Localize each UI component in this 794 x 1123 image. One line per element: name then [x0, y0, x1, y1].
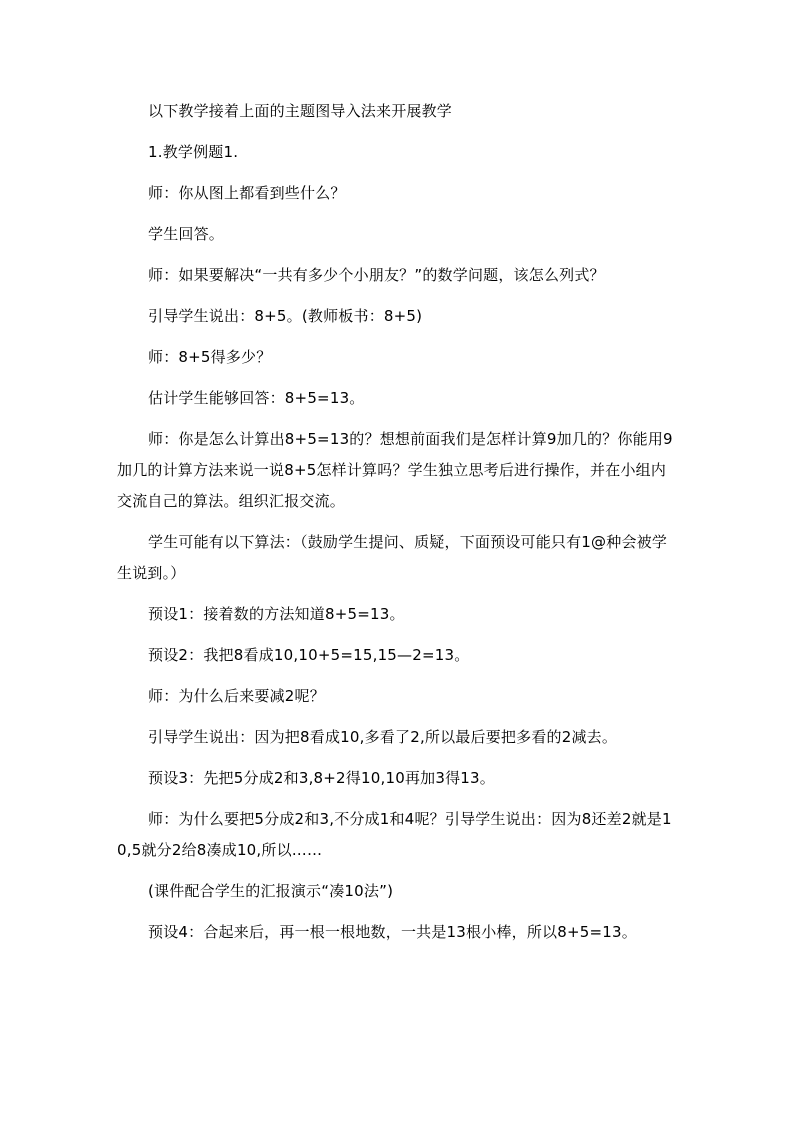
paragraph-preset-1: 预设1：接着数的方法知道8+5=13。	[148, 605, 405, 623]
paragraph-preset-4: 预设4：合起来后，再一根一根地数，一共是13根小棒，所以8+5=13。	[148, 923, 637, 941]
paragraph-estimate: 估计学生能够回答：8+5=13。	[148, 389, 365, 407]
paragraph-method-discussion: 师：你是怎么计算出8+5=13的？想想前面我们是怎样计算9加几的？你能用9加几的计算方法来说一说8+5怎样计算吗？学生独立思考后进行操作，并在小组内交流自己的算法。组织汇报交流。	[117, 430, 673, 510]
paragraph-teacher-question-1: 师：你从图上都看到些什么？	[148, 184, 346, 202]
paragraph-guide-2: 引导学生说出：因为把8看成10,多看了2,所以最后要把多看的2减去。	[148, 728, 618, 746]
paragraph-teacher-question-4: 师：为什么后来要减2呢？	[148, 687, 325, 705]
paragraph-preset-2: 预设2：我把8看成10,10+5=15,15—2=13。	[148, 646, 470, 664]
paragraph-teacher-question-3: 师：8+5得多少？	[148, 348, 272, 366]
document-body	[117, 96, 677, 948]
paragraph-example-heading: 1.教学例题1.	[148, 143, 239, 161]
paragraph-student-answer-1: 学生回答。	[148, 225, 225, 243]
paragraph-courseware-note: (课件配合学生的汇报演示“凑10法”)	[148, 882, 394, 900]
paragraph-student-methods: 学生可能有以下算法：（鼓励学生提问、质疑，下面预设可能只有1@种会被学生说到。）	[117, 533, 668, 582]
paragraph-preset-3: 预设3：先把5分成2和3,8+2得10,10再加3得13。	[148, 769, 495, 787]
paragraph-intro: 以下教学接着上面的主题图导入法来开展教学	[148, 102, 453, 120]
paragraph-teacher-question-5: 师：为什么要把5分成2和3,不分成1和4呢？引导学生说出：因为8还差2就是10,5就分2给8凑成10,所以……	[117, 810, 672, 859]
paragraph-teacher-question-2: 师：如果要解决“一共有多少个小朋友？”的数学问题，该怎么列式？	[148, 266, 605, 284]
paragraph-guide-1: 引导学生说出：8+5。(教师板书：8+5)	[148, 307, 423, 325]
